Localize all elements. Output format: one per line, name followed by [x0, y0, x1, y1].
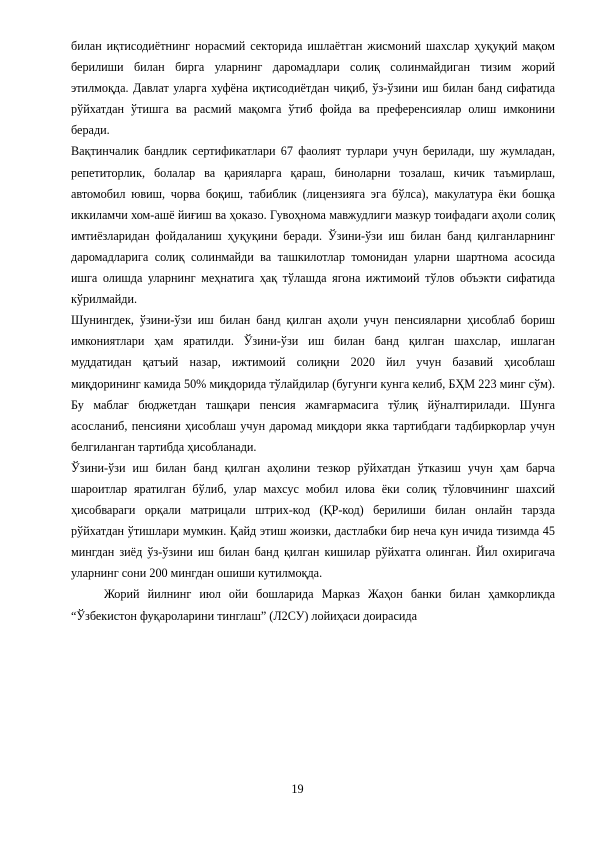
paragraph-1: билан иқтисодиётнинг норасмий секторида ишлаётган жисмоний шахслар ҳуқуқий мақом берилиши билан бирга уларнинг даромадлари солиқ солинмайдиган тизим жорий этилмоқда. Давлат уларга хуфёна иқтисодиётдан чиқиб, ўз-ўзини иш билан банд сифатида рўйхатдан ўтишга ва расмий мақомга ўтиб фойда ва преференсиялар олиш имконини беради.	[71, 39, 555, 138]
paragraph-4: Ўзини-ўзи иш билан банд қилган аҳолини тезкор рўйхатдан ўтказиш учун ҳам барча шароитлар яратилган бўлиб, улар махсус мобил илова ёки солиқ тўловчининг шахсий ҳисобвараги орқали матрицали штрих-код (ҚР-код) берилиши билан онлайн тарзда рўйхатдан ўтишлари мумкин. Қайд этиш жоизки, дастлабки бир неча кун ичида тизимда 45 мингдан зиёд ўз-ўзини иш билан банд қилган кишилар рўйхатга олинган. Йил охиригача уларнинг сони 200 мингдан ошиши кутилмоқда.	[71, 460, 555, 581]
page-number: 19	[291, 782, 304, 796]
paragraph-5: Жорий йилнинг июл ойи бошларида Марказ Жаҳон банки билан ҳамкорликда “Ўзбекистон фуқароларини тинглаш” (Л2СУ) лойиҳаси доирасида	[71, 587, 555, 623]
paragraph-2: Вақтинчалик бандлик сертификатлари 67 фаолият турлари учун берилади, шу жумладан, репетиторлик, болалар ва қарияларга қараш, биноларни тозалаш, кичик таъмирлаш, автомобил ювиш, чорва боқиш, табиблик (лицензияга эга бўлса), макулатура ёки бошқа иккиламчи хом-ашё йиғиш ва ҳоказо. Гувоҳнома мавжудлиги мазкур тоифадаги аҳоли солиқ имтиёзларидан фойдаланиш ҳуқуқини беради. Ўзини-ўзи иш билан банд қилганларнинг даромадларига солиқ солинмайди ва ташкилотлар томонидан уларни шартнома асосида ишга олишда уларнинг меҳнатига ҳақ тўлашда ягона ижтимоий тўлов объэкти сифатида кўрилмайди.	[71, 144, 555, 307]
document-page	[71, 36, 555, 627]
paragraph-3: Шунингдек, ўзини-ўзи иш билан банд қилган аҳоли учун пенсияларни ҳисоблаб бориш имкониятлари ҳам яратилди. Ўзини-ўзи иш билан банд қилган шахслар, ишлаган муддатидан қатъий назар, ижтимоий солиқни 2020 йил учун базавий ҳисоблаш миқдорининг камида 50% миқдорида тўлайдилар (бугунги кунга келиб, БҲМ 223 минг сўм). Бу маблағ бюджетдан ташқари пенсия жамғармасига тўлиқ йўналтирилади. Шунга асосланиб, пенсияни ҳисоблаш учун даромад миқдори якка тартибдаги тадбиркорлар учун белгиланган тартибда ҳисобланади.	[71, 313, 555, 454]
